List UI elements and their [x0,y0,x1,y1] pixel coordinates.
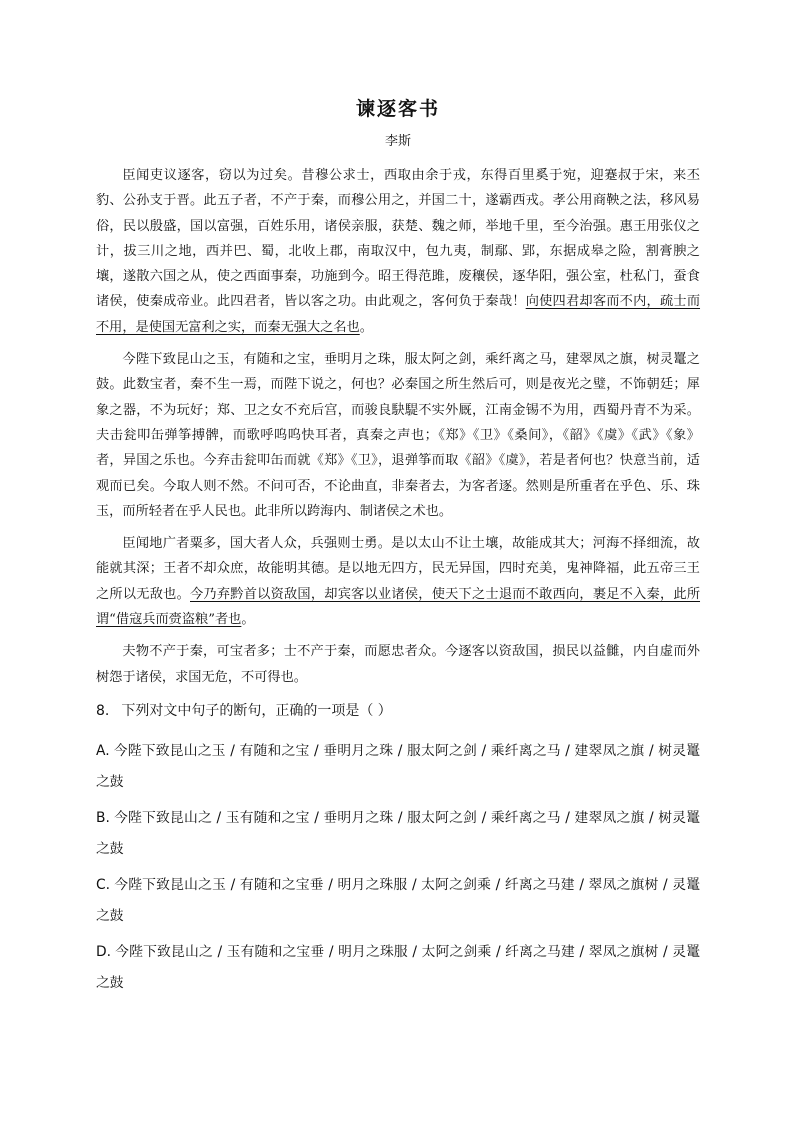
option-a[interactable] [96,736,700,798]
passage-paragraph-1 [96,163,700,340]
option-text: 今陛下致昆山之 / 玉有随和之宝 / 垂明月之珠 / 服太阿之剑 / 乘纤离之马 / 建翠凤之旗 / 树灵鼍之鼓 [96,809,700,857]
question-8 [96,700,700,999]
option-letter: A. [96,742,110,759]
document-author: 李斯 [384,134,411,149]
paragraph-text: 臣闻吏议逐客，窃以为过矣。昔穆公求士，西取由余于戎，东得百里奚于宛，迎蹇叔于宋，来丕豹、公孙支于晋。此五子者，不产于秦，而穆公用之，并国二十，遂霸西戎。孝公用商鞅之法，移风易俗，民以殷盛，国以富强，百姓乐用，诸侯亲服，获楚、魏之师，举地千里，至今治强。惠王用张仪之计，拔三川之地，西并巴、蜀，北收上郡，南取汉中，包九夷，制鄢、郢，东据成皋之险，割膏腴之壤，遂散六国之从，使之西面事秦，功施到今。昭王得范雎，废穰侯，逐华阳，强公室，杜私门，蚕食诸侯，使秦成帝业。此四君者，皆以客之功。由此观之，客何负于秦哉！ [96,168,700,310]
option-letter: C. [96,876,111,893]
passage-paragraph-2 [96,347,700,524]
option-text: 今陛下致昆山之玉 / 有随和之宝 / 垂明月之珠 / 服太阿之剑 / 乘纤离之马 / 建翠凤之旗 / 树灵鼍之鼓 [96,742,700,790]
document-page [96,95,700,1004]
question-stem [96,700,700,722]
paragraph-text: 夫物不产于秦，可宝者多；士不产于秦，而愿忠者众。今逐客以资敌国，损民以益雠，内自虚而外树怨于诸侯，求国无危，不可得也。 [96,644,700,685]
option-text: 今陛下致昆山之玉 / 有随和之宝垂 / 明月之珠服 / 太阿之剑乘 / 纤离之马建 / 翠凤之旗树 / 灵鼍之鼓 [96,876,700,924]
paragraph-text: 臣闻地广者粟多，国大者人众，兵强则士勇。是以太山不让土壤，故能成其大；河海不择细流，故能就其深；王者不却众庶，故能明其德。是以地无四方，民无异国，四时充美，鬼神降福，此五帝三王之所以无敌也。 [96,536,700,602]
option-d[interactable] [96,937,700,999]
passage [96,163,700,690]
option-b[interactable] [96,803,700,865]
question-text: 下列对文中句子的断句，正确的一项是（ ） [121,702,392,719]
underlined-sentence: 向使四君却客而不内，疏士而不用，是使国无富利之实，而秦无强大之名也 [96,294,701,335]
question-number: 8. [96,702,110,719]
option-letter: D. [96,943,112,960]
underlined-sentence: 今乃弃黔首以资敌国，却宾客以业诸侯，使天下之士退而不敢西向，裹足不入秦，此所谓“借寇兵而赍盗粮”者也 [96,586,701,628]
paragraph-text: 。 [241,612,255,628]
paragraph-text: 今陛下致昆山之玉，有随和之宝，垂明月之珠，服太阿之剑，乘纤离之马，建翠凤之旗，树灵鼍之鼓。此数宝者，秦不生一焉，而陛下说之，何也？必秦国之所生然后可，则是夜光之璧，不饰朝廷；犀象之器，不为玩好；郑、卫之女不充后宫，而骏良駃騠不实外厩，江南金锡不为用，西蜀丹青不为采。夫击瓮叩缶弹筝搏髀，而歌呼呜呜快耳者，真秦之声也；《郑》《卫》《桑间》，《韶》《虞》《武》《象》者，异国之乐也。今弃击瓮叩缶而就《郑》《卫》，退弹筝而取《韶》《虞》，若是者何也？快意当前，适观而已矣。今取人则不然。不问可否，不论曲直，非秦者去，为客者逐。然则是所重者在乎色、乐、珠玉，而所轻者在乎人民也。此非所以跨海内、制诸侯之术也。 [96,352,700,519]
option-letter: B. [96,809,110,826]
paragraph-text: 。 [359,319,373,335]
document-title: 谏逐客书 [355,98,440,120]
option-text: 今陛下致昆山之 / 玉有随和之宝垂 / 明月之珠服 / 太阿之剑乘 / 纤离之马建 / 翠凤之旗树 / 灵鼍之鼓 [96,943,700,991]
option-c[interactable] [96,870,700,932]
passage-paragraph-4 [96,639,700,690]
passage-paragraph-3 [96,531,700,632]
